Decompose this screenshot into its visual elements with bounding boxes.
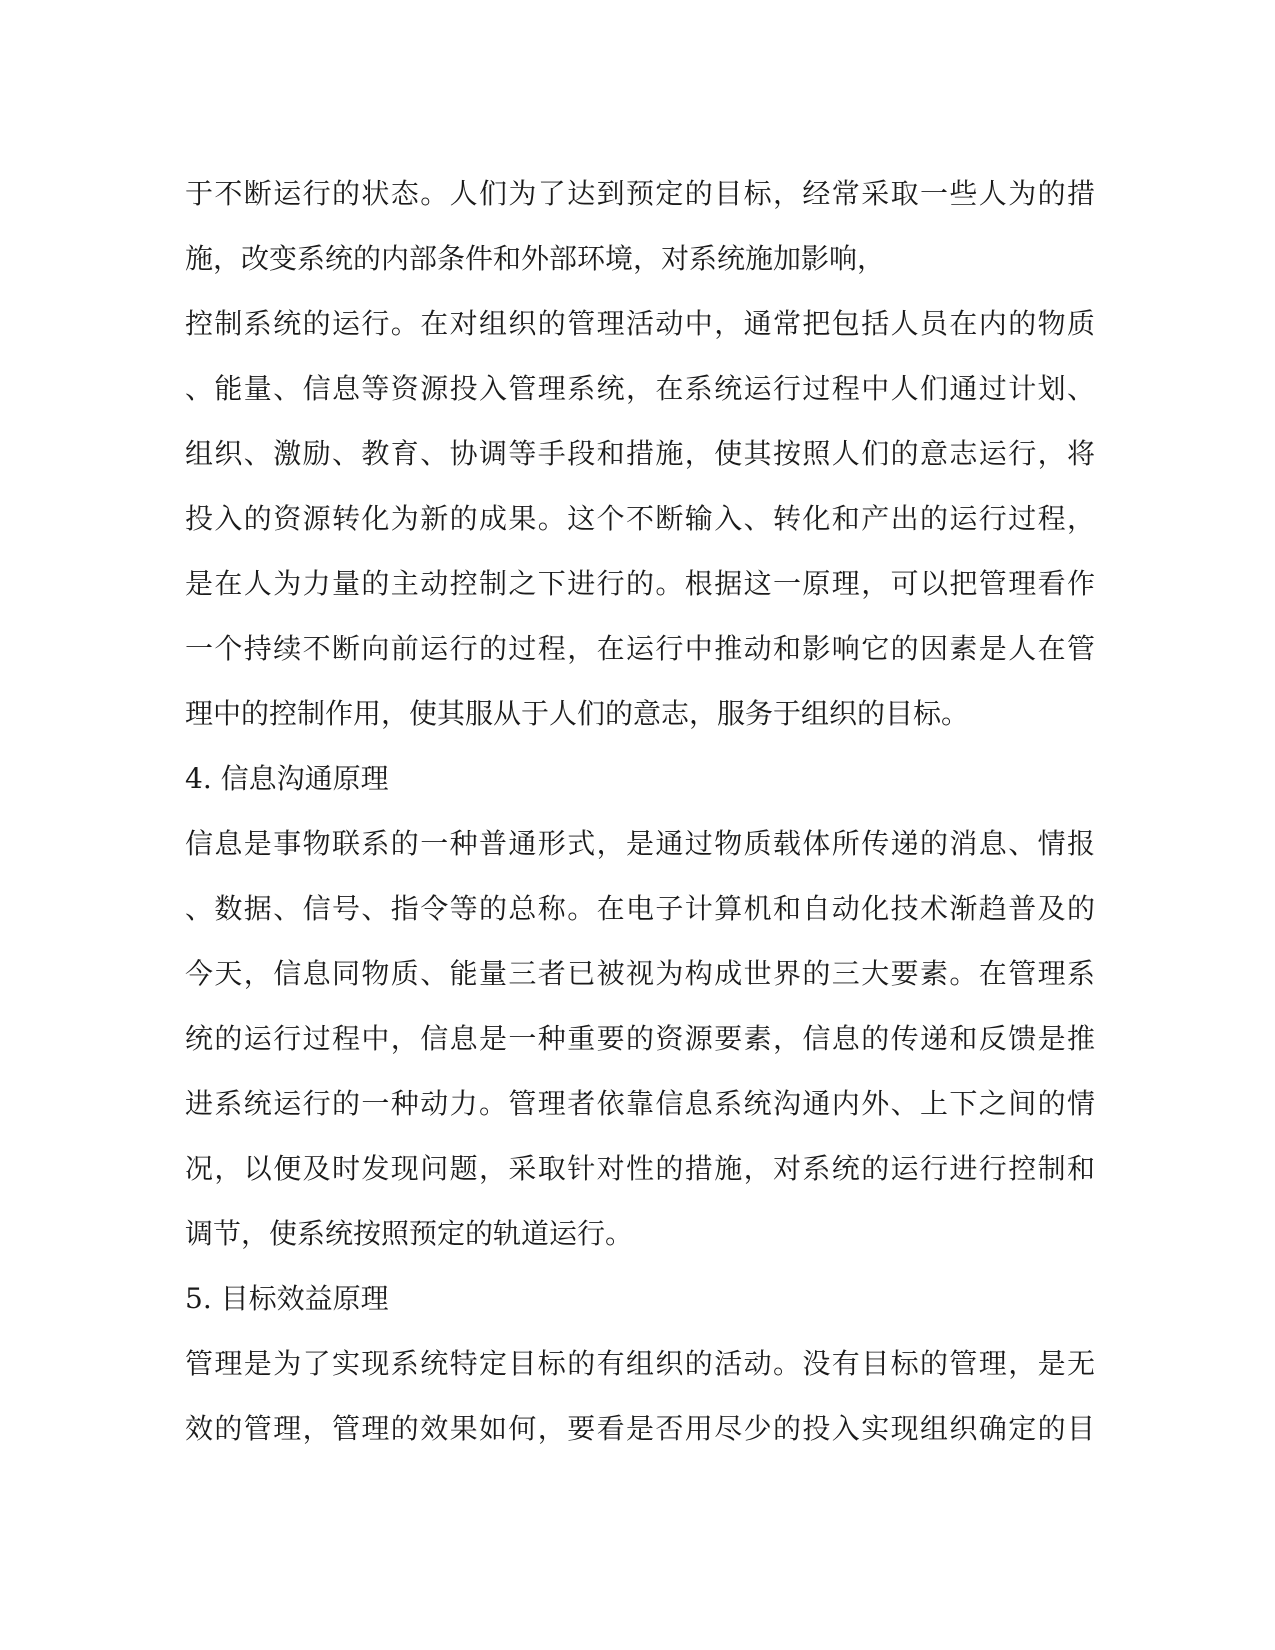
text-line: 今天，信息同物质、能量三者已被视为构成世界的三大要素。在管理系 xyxy=(185,957,1095,990)
text-line: 施，改变系统的内部条件和外部环境，对系统施加影响， xyxy=(185,242,886,275)
text-line: 投入的资源转化为新的成果。这个不断输入、转化和产出的运行过程， xyxy=(185,502,1095,535)
text-line: 组织、激励、教育、协调等手段和措施，使其按照人们的意志运行，将 xyxy=(185,437,1095,470)
text-line: 于不断运行的状态。人们为了达到预定的目标，经常采取一些人为的措 xyxy=(185,177,1095,210)
text-line: 统的运行过程中，信息是一种重要的资源要素，信息的传递和反馈是推 xyxy=(185,1022,1095,1055)
text-line: 、能量、信息等资源投入管理系统，在系统运行过程中人们通过计划、 xyxy=(185,372,1095,405)
body-text xyxy=(185,161,1095,1461)
text-line: 况，以便及时发现问题，采取针对性的措施，对系统的运行进行控制和 xyxy=(185,1152,1095,1185)
text-line: 进系统运行的一种动力。管理者依靠信息系统沟通内外、上下之间的情 xyxy=(185,1087,1095,1120)
section-heading: 5. 目标效益原理 xyxy=(185,1282,389,1315)
text-line: 信息是事物联系的一种普通形式，是通过物质载体所传递的消息、情报 xyxy=(185,827,1095,860)
text-line: 一个持续不断向前运行的过程，在运行中推动和影响它的因素是人在管 xyxy=(185,632,1095,665)
text-line: 是在人为力量的主动控制之下进行的。根据这一原理，可以把管理看作 xyxy=(185,567,1095,600)
text-line: 管理是为了实现系统特定目标的有组织的活动。没有目标的管理，是无 xyxy=(185,1347,1095,1380)
text-line: 、数据、信号、指令等的总称。在电子计算机和自动化技术渐趋普及的 xyxy=(185,892,1095,925)
text-line: 调节，使系统按照预定的轨道运行。 xyxy=(185,1217,634,1250)
text-line: 效的管理，管理的效果如何，要看是否用尽少的投入实现组织确定的目 xyxy=(185,1412,1095,1445)
text-line: 控制系统的运行。在对组织的管理活动中，通常把包括人员在内的物质 xyxy=(185,307,1095,340)
section-heading: 4. 信息沟通原理 xyxy=(185,762,389,795)
text-line: 理中的控制作用，使其服从于人们的意志，服务于组织的目标。 xyxy=(185,697,970,730)
